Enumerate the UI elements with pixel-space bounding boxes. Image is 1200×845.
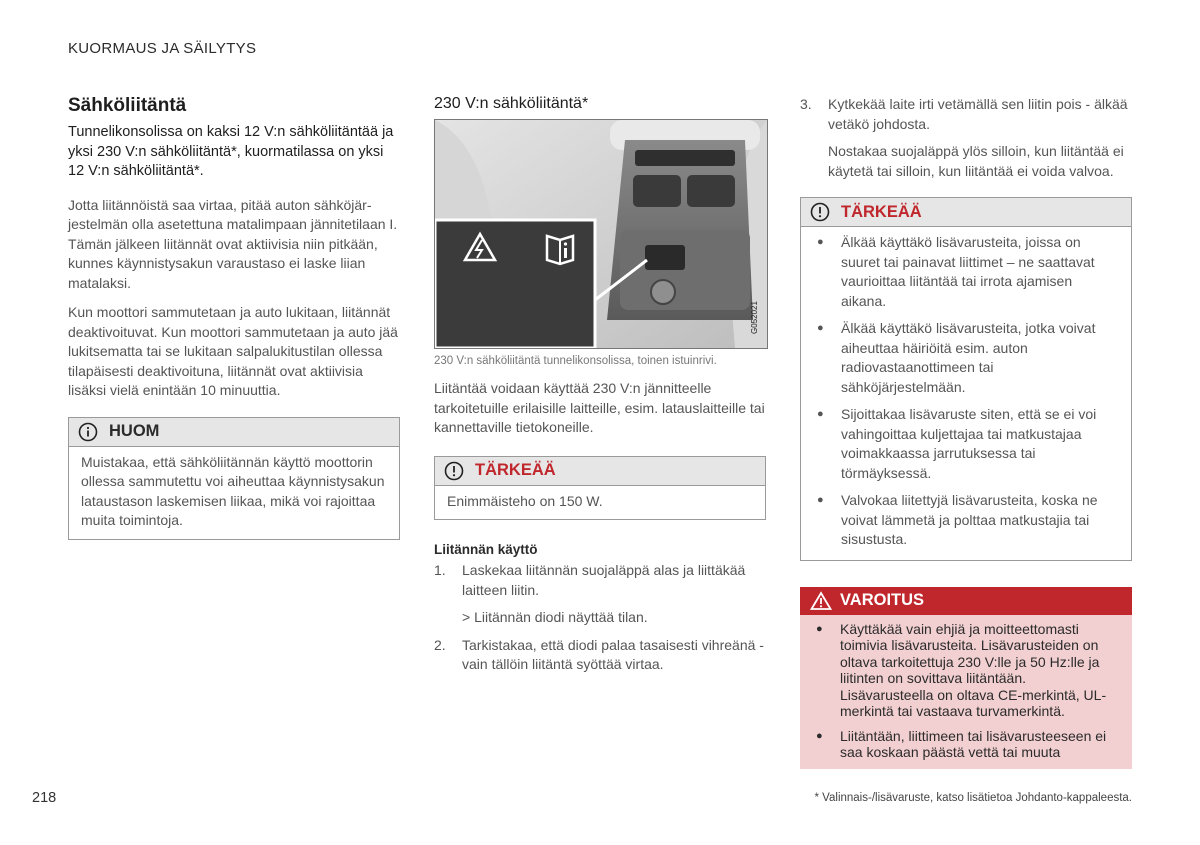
note-title: HUOM: [109, 422, 160, 440]
important-list-header: [801, 198, 1131, 227]
warning-header: [800, 587, 1132, 615]
usage-steps: [434, 561, 766, 600]
info-icon: [77, 421, 99, 443]
body-paragraph: Liitäntää voidaan käyttää 230 V:n jännitteelle tarkoitetuille erilaisille laitteille, esim. latauslaitteille tai kannettaville tietokoneille.: [434, 380, 765, 435]
important-box-list: [800, 197, 1132, 561]
warning-box: [800, 587, 1132, 769]
warning-title: VAROITUS: [840, 591, 925, 609]
image-caption: 230 V:n sähköliitäntä tunnelikonsolissa, toinen istuinrivi.: [434, 355, 717, 367]
usage-title: Liitännän käyttö: [434, 542, 538, 557]
important-item: ● Älkää käyttäkö lisävarusteita, jotka voivat aiheuttaa häiriöitä esim. auton radiovastaanottimeen tai sähköjärjestelmään.: [813, 319, 1119, 397]
important-body: Enimmäisteho on 150 W.: [447, 492, 603, 509]
note-body: Muistakaa, että sähköliitännän käyttö moottorin ollessa sammutettu voi aiheuttaa käynnistysakun lataustason laskemisen liikaa, mikä voi rajoittaa muita toimintoja.: [81, 453, 385, 528]
important-item: ● Sijoittakaa lisävaruste siten, että se ei voi vahingoittaa kuljettajaa tai matkustajaa voimakkaassa jarrutuksessa tai törmäyksessä.: [813, 405, 1119, 483]
column-left: [68, 95, 400, 540]
console-photo: [434, 119, 768, 349]
usage-steps-continued: [800, 95, 1132, 134]
important-box: [434, 456, 766, 521]
warning-body: [800, 615, 1132, 769]
image-code: G052021: [750, 301, 759, 334]
exclamation-icon: [809, 201, 831, 223]
step-1-result: > Liitännän diodi näyttää tilan.: [462, 609, 648, 625]
body-paragraph-1: Jotta liitännöistä saa virtaa, pitää auton sähköjär-jestelmän olla asetettuna matalimpaan jännitetilaan I. Tämän jälkeen liitännät ovat aktiivisia niin pitkään, kunnes käynnistysakun varaustaso ei laske liian matalaksi.: [68, 196, 398, 291]
step-3: 3. Kytkekää laite irti vetämällä sen liitin pois - älkää vetäkö johdosta.: [800, 96, 1128, 132]
step-1: 1. Laskekaa liitännän suojaläppä alas ja liittäkää laitteen liitin.: [434, 562, 746, 598]
exclamation-icon: [443, 460, 465, 482]
column-right: [800, 95, 1132, 769]
section-header: KUORMAUS JA SÄILYTYS: [68, 40, 257, 57]
note-header: [69, 418, 399, 447]
column-middle: [434, 95, 766, 683]
step-3-paragraph: Nostakaa suojaläppä ylös silloin, kun liitäntää ei käytetä tai silloin, kun liitäntää ei voida valvoa.: [828, 143, 1124, 179]
important-item: ● Valvokaa liitettyjä lisävarusteita, koska ne voivat lämmetä ja polttaa matkustajia tai sisustusta.: [813, 491, 1119, 550]
important-list-body: [801, 227, 1131, 560]
usage-steps-cont: [434, 636, 766, 675]
lead-paragraph: Tunnelikonsolissa on kaksi 12 V:n sähköliitäntää ja yksi 230 V:n sähköliitäntä*, kuormatilassa on yksi 12 V:n sähköliitäntä*.: [68, 124, 394, 179]
subsection-title: 230 V:n sähköliitäntä*: [434, 95, 589, 112]
step-2: 2. Tarkistakaa, että diodi palaa tasaisesti vihreänä - vain tällöin liitäntä syöttää virtaa.: [434, 636, 764, 672]
warning-icon: [810, 590, 832, 612]
important-header: [435, 457, 765, 486]
section-title: Sähköliitäntä: [68, 95, 187, 116]
note-box: [68, 417, 400, 540]
important-list-title: TÄRKEÄÄ: [841, 202, 922, 221]
warning-item: ● Käyttäkää vain ehjiä ja moitteettomasti toimivia lisävarusteita. Lisävarusteiden on oltava tarkoitettuja 230 V:lle ja 50 Hz:lle ja liitinten on sovittava liitäntään. Lisävarusteella on oltava CE-merkintä, UL-merkintä tai vastaava turvamerkintä.: [812, 621, 1120, 720]
important-item: ● Älkää käyttäkö lisävarusteita, joissa on suuret tai painavat liittimet – ne saattavat vaurioittaa liitäntää tai irrota ajamisen aikana.: [813, 233, 1119, 311]
body-paragraph-2: Kun moottori sammutetaan ja auto lukitaan, liitännät deaktivoituvat. Kun moottori sammutetaan ja auto jää lukitsematta tai se lukitaan salpalukitustilan ollessa tilapäisesti deaktivoituna, liitännät ovat aktiivisia lisäksi vielä enintään 10 minuuttia.: [68, 304, 398, 398]
page-number: 218: [32, 790, 57, 806]
footnote: * Valinnais-/lisävaruste, katso lisätietoa Johdanto-kappaleesta.: [814, 792, 1132, 804]
important-title: TÄRKEÄÄ: [475, 461, 556, 479]
warning-item: ● Liitäntään, liittimeen tai lisävarusteeseen ei saa koskaan päästä vettä tai muuta: [812, 728, 1120, 761]
